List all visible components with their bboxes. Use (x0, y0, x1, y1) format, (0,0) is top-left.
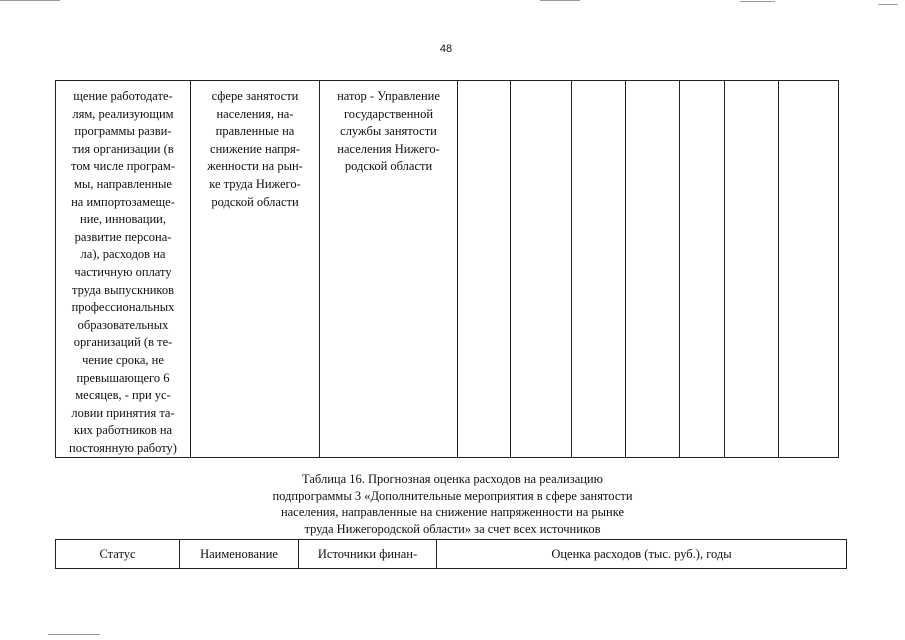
goal-cell (191, 81, 320, 458)
header-estimate: Оценка расходов (тыс. руб.), годы (437, 540, 847, 569)
cell-line: сфере занятости (211, 89, 299, 103)
table-row (56, 81, 839, 458)
caption-line: Таблица 16. Прогнозная оценка расходов на реализацию (302, 472, 603, 486)
cell-line: развитие персона- (74, 229, 172, 244)
cell-line: ла), расходов на (80, 247, 166, 262)
cell-line: населения, на- (216, 106, 294, 121)
cell-line: ние, инновации, (80, 212, 166, 227)
table-caption (180, 471, 725, 538)
header-sources: Источники финан- (299, 540, 437, 569)
measure-description-cell (56, 81, 191, 458)
cell-line: мы, направленные (74, 176, 172, 191)
cell-line: ке труда Нижего- (209, 176, 301, 191)
cell-line: чение срока, не (82, 352, 164, 367)
cell-line: натор - Управление (337, 89, 440, 103)
cell-line: постоянную работу) (69, 440, 177, 455)
caption-line: труда Нижегородской области» за счет всех источников (304, 522, 601, 537)
caption-line: населения, направленные на снижение напряженности на рынке (280, 505, 625, 520)
empty-cell (725, 81, 779, 458)
cell-line: службы занятости (340, 124, 437, 139)
scan-mark (740, 1, 775, 2)
cell-line: профессиональных (71, 300, 175, 315)
caption-line: подпрограммы 3 «Дополнительные мероприятия в сфере занятости (272, 488, 633, 503)
cell-line: частичную оплату (74, 264, 172, 279)
cell-line: труда выпускников (71, 282, 175, 297)
cell-line: женности на рын- (207, 159, 303, 174)
cell-line: населения Нижего- (337, 141, 440, 156)
scan-mark (540, 0, 580, 1)
cell-line: ких работников на (73, 423, 173, 438)
cell-line: государственной (343, 106, 434, 121)
scan-mark (48, 634, 100, 635)
table-header-row (56, 540, 847, 569)
cell-line: организаций (в те- (73, 335, 173, 350)
cell-line: тия организации (в (72, 141, 174, 156)
empty-cell (626, 81, 680, 458)
executor-cell (320, 81, 458, 458)
scan-mark (0, 0, 60, 1)
page-number: 48 (439, 43, 453, 55)
continuation-table (55, 80, 839, 458)
table16-header (55, 539, 847, 569)
cell-line: том числе програм- (71, 159, 175, 174)
cell-line: превышающего 6 (76, 370, 170, 385)
cell-line: месяцев, - при ус- (75, 388, 171, 403)
cell-line: снижение напря- (210, 141, 300, 156)
cell-line: правленные на (215, 124, 295, 139)
empty-cell (779, 81, 839, 458)
cell-line: лям, реализующим (72, 106, 174, 121)
cell-line: щение работодате- (73, 89, 173, 103)
executor-text (320, 81, 457, 176)
empty-cell (680, 81, 725, 458)
empty-cell (572, 81, 626, 458)
measure-description-text (56, 81, 190, 457)
goal-text (191, 81, 319, 211)
empty-cell (511, 81, 572, 458)
cell-line: образовательных (77, 317, 169, 332)
cell-line: на импортозамеще- (71, 194, 175, 209)
empty-cell (458, 81, 511, 458)
cell-line: ловии принятия та- (71, 405, 175, 420)
cell-line: родской области (344, 159, 433, 174)
header-status: Статус (56, 540, 180, 569)
cell-line: программы разви- (74, 124, 172, 139)
header-name: Наименование (180, 540, 299, 569)
scan-mark (878, 4, 898, 5)
cell-line: родской области (211, 194, 299, 209)
